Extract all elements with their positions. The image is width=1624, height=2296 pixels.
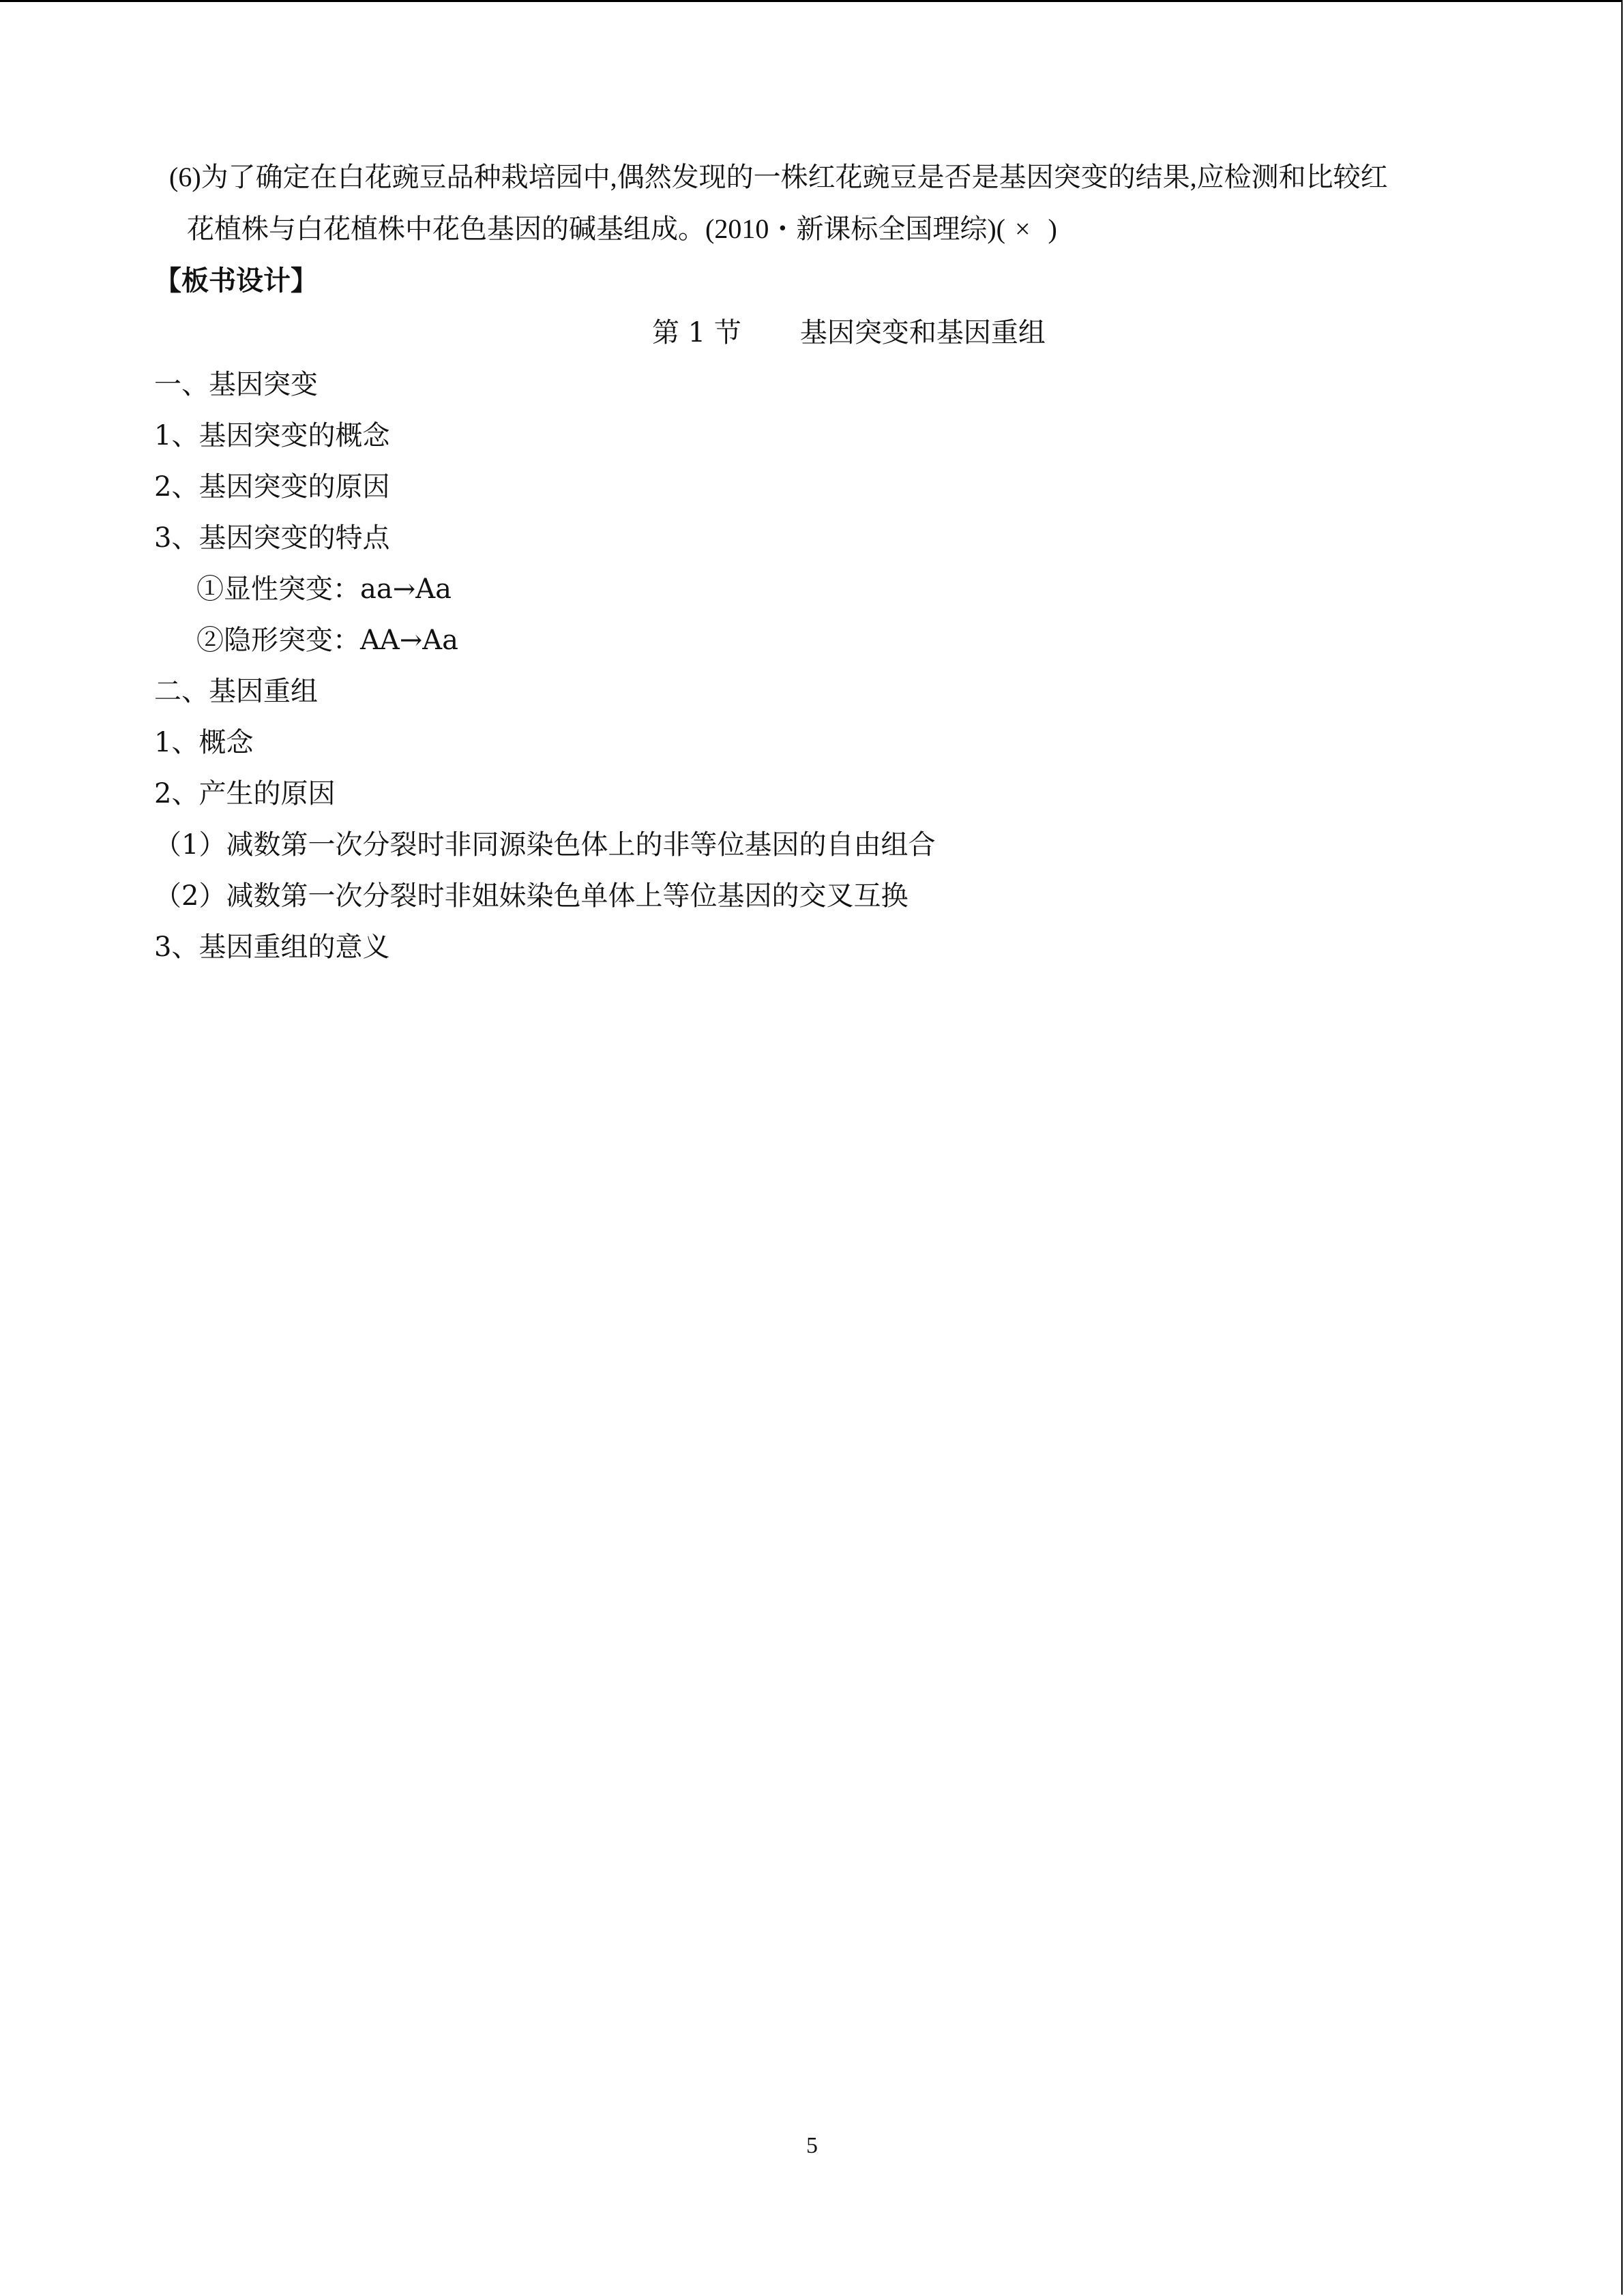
outline-item: ②隐形突变：AA→Aa xyxy=(196,625,459,656)
section-name: 基因突变和基因重组 xyxy=(799,317,1046,348)
question-line-2-text: 花植株与白花植株中花色基因的碱基组成。(2010・新课标全国理综)( xyxy=(187,213,1005,244)
outline-item: （2）减数第一次分裂时非姐妹染色单体上等位基因的交叉互换 xyxy=(154,880,909,912)
outline-item: ①显性突变：aa→Aa xyxy=(196,573,452,605)
section-number: 第 1 节 xyxy=(652,317,741,348)
outline-item: 2、基因突变的原因 xyxy=(154,471,390,503)
outline-item: 一、基因突变 xyxy=(154,369,318,400)
section-title xyxy=(652,316,1046,349)
outline-item: 1、基因突变的概念 xyxy=(154,420,390,451)
outline-item: 二、基因重组 xyxy=(154,676,318,707)
outline-item: 1、概念 xyxy=(154,727,254,758)
outline-item: 2、产生的原因 xyxy=(154,778,336,809)
outline-item: 3、基因突变的特点 xyxy=(154,522,390,554)
board-design-heading: 【板书设计】 xyxy=(154,265,318,297)
answer-mark: × xyxy=(1014,213,1031,244)
outline-item: （1）减数第一次分裂时非同源染色体上的非等位基因的自由组合 xyxy=(154,829,936,861)
question-line-1: (6)为了确定在白花豌豆品种栽培园中,偶然发现的一株红花豌豆是否是基因突变的结果,应检测和比较红 xyxy=(169,162,1388,192)
question-line-2 xyxy=(187,213,1057,245)
outline-item: 3、基因重组的意义 xyxy=(154,931,390,963)
page-number: 5 xyxy=(806,2133,818,2158)
question-line-2-close: ) xyxy=(1048,213,1057,244)
